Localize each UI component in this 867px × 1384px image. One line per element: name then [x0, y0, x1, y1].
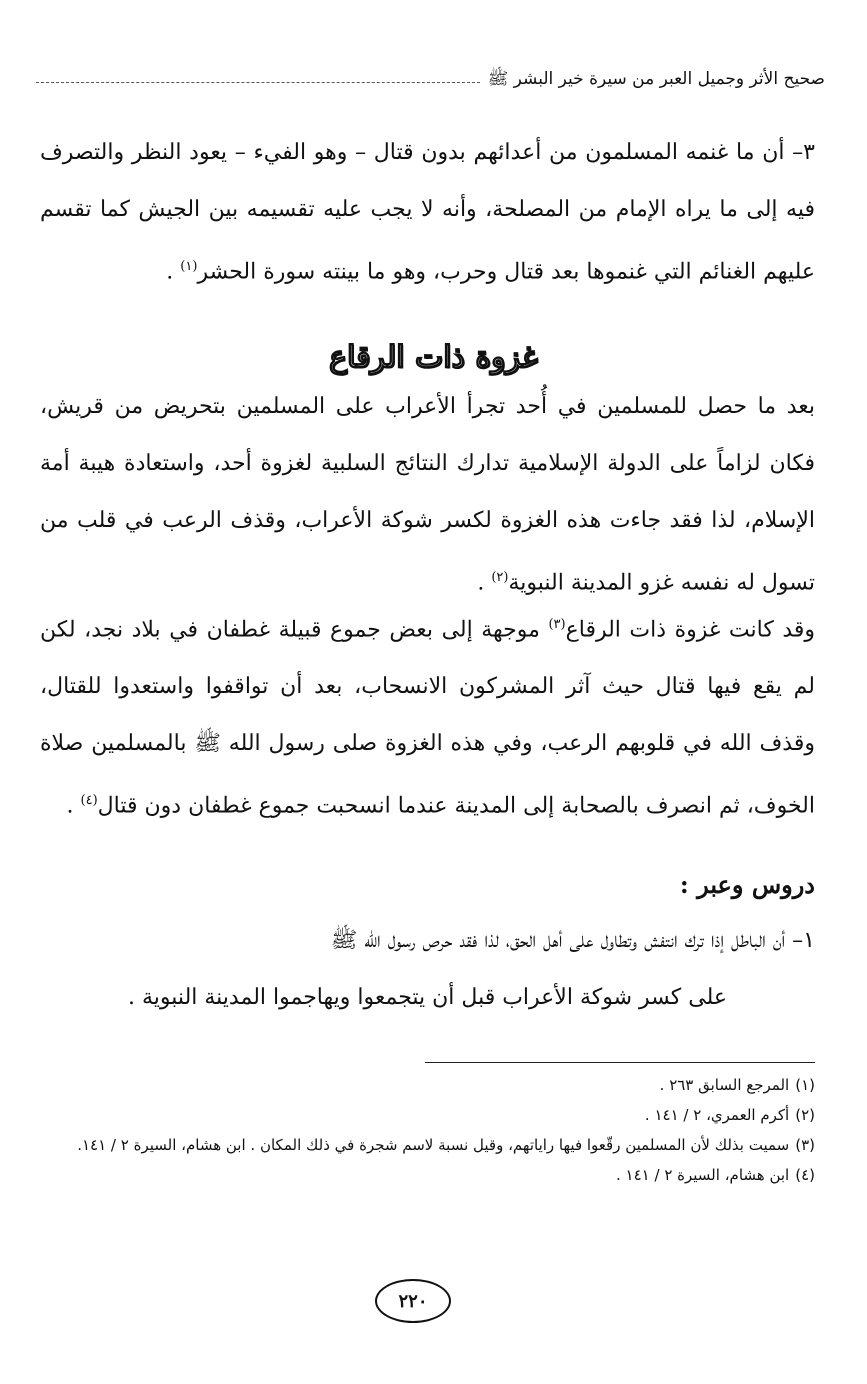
footnote-item — [35, 1100, 815, 1130]
footnote-number: (٣) — [795, 1136, 815, 1154]
paragraph-1-text: بعد ما حصل للمسلمين في أُحد تجرأ الأعراب على المسلمين بتحريض من قريش، فكان لزاماً على الدولة الإسلامية تدارك النتائج السلبية لغزوة أحد، واستعادة هيبة أمة الإسلام، لذا فقد جاءت هذه الغزوة لكسر شوكة الأعراب، وقذف الرعب في قلب من تسول له نفسه غزو المدينة النبوية — [40, 394, 815, 596]
footnote-ref-4[interactable]: (٤) — [80, 793, 98, 809]
paragraph-1-end: . — [477, 570, 492, 596]
footnote-item — [35, 1130, 815, 1160]
footnote-text: سميت بذلك لأن المسلمين رقّعوا فيها راياتهم، وقيل نسبة لاسم شجرة في ذلك المكان . ابن هشام، السيرة ٢ / ١٤١. — [77, 1136, 790, 1154]
running-title: صحيح الأثر وجميل العبر من سيرة خير البشر ﷺ — [487, 68, 825, 89]
paragraph-2-mid: موجهة إلى بعض جموع قبيلة غطفان في بلاد نجد، لكن لم يقع فيها قتال حيث آثر المشركون الانسحاب، بعد أن تواقفوا واستعدوا للقتال، وقذف الله في قلوبهم الرعب، وفي هذه الغزوة صلى رسول الله ﷺ بالمسلمين صلاة الخوف، ثم انصرف بالصحابة إلى المدينة عندما انسحبت جموع غطفان دون قتال — [40, 617, 815, 819]
lesson-1-line-2: على كسر شوكة الأعراب قبل أن يتجمعوا ويهاجموا المدينة النبوية . — [128, 985, 727, 1010]
section-heading-text: غزوة ذات الرقاع — [329, 340, 538, 375]
footnote-ref-1[interactable]: (١) — [180, 259, 198, 274]
footnote-text: ابن هشام، السيرة ٢ / ١٤١ . — [616, 1166, 790, 1184]
intro-end: . — [166, 259, 181, 285]
footnote-ref-3[interactable]: (٣) — [548, 617, 566, 632]
footnote-number: (٤) — [795, 1166, 815, 1184]
footnote-text: أكرم العمري، ٢ / ١٤١ . — [644, 1106, 790, 1124]
header-rule — [36, 82, 480, 83]
paragraph-2-start: وقد كانت غزوة ذات الرقاع — [565, 617, 816, 643]
intro-text: ٣– أن ما غنمه المسلمون من أعدائهم بدون قتال – وهو الفيء – يعود النظر والتصرف فيه إلى ما يراه الإمام من المصلحة، وأنه لا يجب عليه تقسيمه بين الجيش كما تقسم عليهم الغنائم التي غنموها بعد قتال وحرب، وهو ما بينته سورة الحشر — [40, 140, 815, 285]
footnote-divider — [425, 1062, 815, 1063]
intro-paragraph — [40, 124, 815, 300]
footnote-number: (٢) — [795, 1106, 815, 1124]
lesson-1-line-1: ١– أن الباطل إذا ترك انتفش وتطاول على أهل الحق، لذا فقد حرص رسول الله ﷺ — [330, 928, 815, 953]
paragraph-2 — [40, 596, 815, 835]
footnote-number: (١) — [795, 1076, 815, 1094]
page-number: ٢٢٠ — [375, 1279, 451, 1323]
running-header — [36, 66, 825, 94]
paragraph-1 — [40, 378, 815, 611]
footnote-item — [35, 1160, 815, 1190]
footnote-text: المرجع السابق ٢٦٣ . — [659, 1076, 790, 1094]
lessons-heading: دروس وعبر : — [679, 870, 815, 899]
footnote-item — [35, 1070, 815, 1100]
footnote-ref-2[interactable]: (٢) — [491, 570, 509, 585]
section-heading — [0, 340, 867, 375]
paragraph-2-end: . — [66, 793, 81, 819]
footnotes — [35, 1070, 815, 1190]
